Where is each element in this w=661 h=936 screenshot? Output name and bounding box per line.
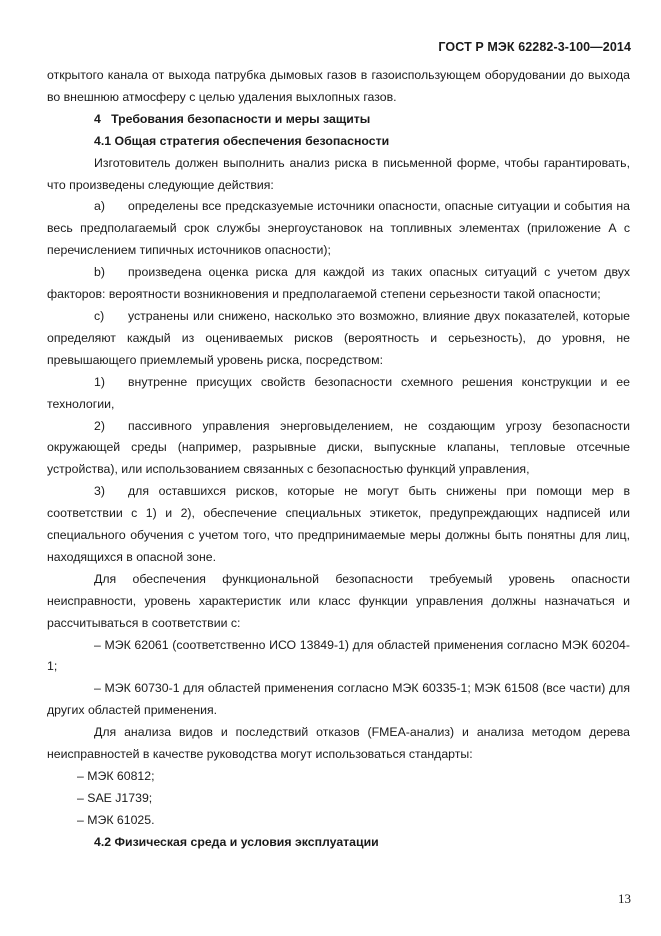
- list-label-b: b): [94, 265, 105, 280]
- list-label-a: a): [94, 199, 105, 214]
- subsection-heading-4-2: 4.2 Физическая среда и условия эксплуатации: [94, 834, 379, 849]
- paragraph-continuation: открытого канала от выхода патрубка дымовых газов в газоиспользующем оборудовании до выхода во внешнюю атмосферу с целью удаления выхлопных газов.: [47, 68, 630, 104]
- subsection-heading-4-1: 4.1 Общая стратегия обеспечения безопасности: [94, 133, 390, 148]
- section-heading-4: 4 Требования безопасности и меры защиты: [94, 111, 371, 126]
- list-text-2: пассивного управления энерговыделением, не создающим угрозу безопасности окружающей среды (например, разрывные диски, выпускные клапаны, тепловые отсечные устройства), или использованием связанных с безопасностью функций управления,: [47, 418, 630, 477]
- document-header: ГОСТ Р МЭК 62282-3-100—2014: [438, 40, 631, 54]
- paragraph-fmea: Для анализа видов и последствий отказов (FMEA-анализ) и анализа методом дерева неисправностей в качестве руководства могут использоваться стандарты:: [47, 725, 630, 762]
- paragraph-iec-60730: – МЭК 60730-1 для областей применения согласно МЭК 60335-1; МЭК 61508 (все части) для других областей применения.: [47, 681, 630, 718]
- document-body: [47, 65, 630, 854]
- list-item-a: [47, 196, 630, 262]
- paragraph-iec-62061: – МЭК 62061 (соответственно ИСО 13849-1) для областей применения согласно МЭК 60204-1;: [47, 637, 630, 674]
- list-label-3: 3): [94, 484, 105, 499]
- paragraph-functional-safety: Для обеспечения функциональной безопасности требуемый уровень опасности неисправности, уровень характеристик или класс функции управления должны назначаться и рассчитываться в соответствии с:: [47, 571, 630, 630]
- list-text-3: для оставшихся рисков, которые не могут быть снижены при помощи мер в соответствии с 1) и 2), обеспечение специальных этикеток, предупреждающих надписей или специального обучения с учетом того, что предпринимаемые меры должны быть понятны для лиц, находящихся в опасной зоне.: [47, 484, 630, 564]
- list-label-2: 2): [94, 418, 105, 433]
- list-text-1: внутренне присущих свойств безопасности схемного решения конструкции и ее технологии,: [47, 374, 630, 411]
- standard-list-item: – МЭК 61025.: [77, 812, 155, 827]
- page-number: 13: [618, 891, 631, 906]
- list-item-b: [47, 262, 630, 306]
- list-text-c: устранены или снижено, насколько это возможно, влияние двух показателей, которые определяют каждый из оцениваемых рисков (вероятность и серьезность), до уровня, не превышающего приемлемый уровень риска, посредством:: [47, 308, 630, 367]
- list-item-3: [47, 481, 630, 569]
- list-label-1: 1): [94, 374, 105, 389]
- list-item-c: [47, 306, 630, 372]
- list-label-c: c): [94, 308, 105, 323]
- standard-list-item: – МЭК 60812;: [77, 769, 155, 783]
- list-item-2: [47, 416, 630, 482]
- list-item-1: [47, 372, 630, 416]
- paragraph-intro: Изготовитель должен выполнить анализ риска в письменной форме, чтобы гарантировать, что произведены следующие действия:: [47, 155, 630, 192]
- standard-list-item: – SAE J1739;: [77, 790, 153, 805]
- list-text-a: определены все предсказуемые источники опасности, опасные ситуации и события на весь предполагаемый срок службы энергоустановок на топливных элементах (приложение А с перечислением типичных источников опасности);: [47, 199, 630, 258]
- list-text-b: произведена оценка риска для каждой из таких опасных ситуаций с учетом двух факторов: вероятности возникновения и предполагаемой степени серьезности такой опасности;: [47, 265, 630, 302]
